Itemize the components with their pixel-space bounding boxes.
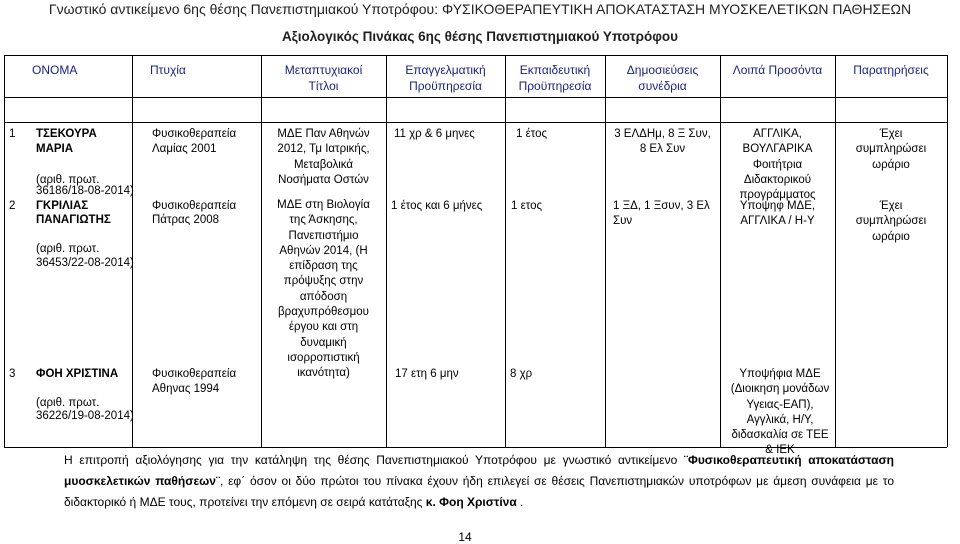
row2-degree-line2: Πάτρας 2008 bbox=[152, 214, 220, 226]
row3-other-line: Υποψήφια ΜΔΕ bbox=[739, 368, 821, 380]
row1-notes bbox=[835, 127, 947, 173]
header-postgrad-line2: Τίτλοι bbox=[308, 79, 339, 93]
header-publications bbox=[605, 62, 720, 94]
header-name: ΟΝΟΜΑ bbox=[32, 63, 78, 77]
row2-pub-line: 1 ΞΔ, 1 Ξσυν, 3 Ελ bbox=[613, 200, 710, 212]
row2-num: 2 bbox=[9, 200, 16, 212]
row2-postgrad-line: απόδοση bbox=[299, 290, 348, 303]
row3-other bbox=[715, 367, 845, 459]
row1-name-line1: ΤΣΕΚΟΥΡΑ bbox=[36, 128, 97, 140]
row2-publications bbox=[613, 199, 710, 230]
row1-notes-line: συμπληρώσει bbox=[855, 143, 927, 156]
row2-postgrad-line: επίδραση της bbox=[289, 260, 358, 273]
row1-educational: 1 έτος bbox=[516, 128, 548, 140]
row1-degree-line1: Φυσικοθεραπεία bbox=[152, 128, 237, 140]
row1-other-line: προγράμματος bbox=[739, 189, 816, 202]
row1-protocol-line2: 36186/18-08-2014) bbox=[36, 185, 134, 197]
row1-other-line: ΒΟΥΛΓΑΡΙΚΑ bbox=[742, 143, 813, 156]
row2-degree-line1: Φυσικοθεραπεία bbox=[152, 200, 237, 212]
row3-other-line: & ΙΕΚ bbox=[765, 444, 795, 457]
row2-protocol-line2: 36453/22-08-2014) bbox=[36, 257, 134, 269]
row3-other-line: (Διοικηση μονάδων bbox=[730, 383, 830, 396]
document-subtitle: Αξιολογικός Πινάκας 6ης θέσης Πανεπιστημιακού Υποτρόφου bbox=[281, 29, 679, 44]
row1-degree-line2: Λαμίας 2001 bbox=[152, 143, 217, 155]
row2-notes-line: συμπληρώσει bbox=[855, 215, 927, 228]
row1-postgrad-line: 2012, Τμ Ιατρικής, bbox=[277, 143, 370, 156]
row1-postgrad bbox=[261, 127, 386, 188]
row2-postgrad-line: βραχυπρόθεσμου bbox=[278, 306, 369, 319]
row3-degree-line2: Αθηνας 1994 bbox=[152, 383, 220, 395]
row2-postgrad-line: Πανεπιστήμιο bbox=[288, 229, 359, 242]
row2-pub-line: Συν bbox=[613, 215, 633, 228]
row1-postgrad-line: ΜΔΕ Παν Αθηνών bbox=[277, 128, 370, 140]
header-educational bbox=[505, 62, 605, 94]
paragraph-text-part1: Η επιτροπή αξιολόγησης για την κατάληψη της θέσης Πανεπιστημιακού Υποτρόφου με γνωστικό αντικείμενο bbox=[64, 453, 684, 467]
row2-postgrad-line: Αθηνών 2014, (Η bbox=[279, 244, 368, 257]
paragraph-text-part2: , εφ΄ όσον οι δύο πρώτοι του πίνακα έχουν ήδη επιλεγεί σε θέσεις Πανεπιστημιακών υποτρόφων με άμεση συνάφεια με το διδακτορικό ή ΜΔΕ τους, προτείνει την επόμενη σε σειρά κατάταξης bbox=[64, 474, 894, 509]
header-edu-line1: Εκπαιδευτική bbox=[519, 63, 591, 77]
header-notes: Παρατηρήσεις bbox=[853, 63, 929, 77]
row1-publications bbox=[605, 127, 720, 158]
header-postgrad-line1: Μεταπτυχιακοί bbox=[284, 63, 363, 77]
row3-other-line: Αγγλικά, Η/Υ, bbox=[746, 413, 814, 426]
row1-postgrad-line: Μεταβολικά bbox=[293, 158, 354, 171]
row3-name: ΦΟΗ ΧΡΙΣΤΙΝΑ bbox=[36, 368, 119, 380]
row2-other-line: ΑΓΓΛΙΚΑ / Η-Υ bbox=[740, 215, 815, 228]
row2-postgrad-line: έργου και στη bbox=[288, 321, 359, 334]
header-pub-line2: συνέδρια bbox=[638, 79, 687, 93]
row1-other-line: Διδακτορικού bbox=[743, 173, 812, 186]
row1-other bbox=[720, 127, 835, 203]
row2-other bbox=[720, 199, 835, 230]
row1-pub-line: 8 Ελ Συν bbox=[639, 143, 686, 156]
row3-other-line: Υγειας-ΕΑΠ), bbox=[746, 398, 814, 411]
row2-name-line2: ΠΑΝΑΓΙΩΤΗΣ bbox=[36, 214, 111, 226]
paragraph-text-part3: . bbox=[516, 495, 524, 509]
row1-protocol-line1: (αριθ. πρωτ. bbox=[36, 174, 100, 186]
row1-num: 1 bbox=[9, 128, 16, 140]
row3-professional: 17 ετη 6 μην bbox=[395, 368, 459, 380]
row1-other-line: ΑΓΓΛΙΚΑ, bbox=[753, 128, 802, 140]
row3-protocol-line1: (αριθ. πρωτ. bbox=[36, 397, 100, 409]
header-pub-line1: Δημοσιεύσεις bbox=[626, 63, 699, 77]
header-prof-line1: Επαγγελματική bbox=[405, 63, 486, 77]
row3-protocol-line2: 36226/19-08-2014) bbox=[36, 410, 134, 422]
row2-postgrad-line: ισορροπιστική bbox=[287, 351, 360, 364]
row2-postgrad-line: δυναμική bbox=[300, 336, 347, 349]
row2-protocol-line1: (αριθ. πρωτ. bbox=[36, 243, 100, 255]
row2-postgrad bbox=[261, 198, 386, 382]
paragraph-subject: ¨Φυσικοθεραπευτική αποκατάσταση μυοσκελετικών παθήσεων¨ bbox=[64, 453, 894, 488]
row2-name-line1: ΓΚΡΙΛΙΑΣ bbox=[36, 200, 89, 212]
row1-professional: 11 χρ & 6 μηνες bbox=[394, 128, 475, 140]
header-other: Λοιπά Προσόντα bbox=[732, 63, 823, 77]
header-postgrad bbox=[261, 62, 386, 94]
row2-notes-line: ωράριο bbox=[872, 230, 910, 243]
row2-postgrad-line: ΜΔΕ στη Βιολογία bbox=[277, 199, 370, 211]
header-professional bbox=[386, 62, 505, 94]
row1-pub-line: 3 ΕΛΔΗμ, 8 Ξ Συν, bbox=[614, 128, 711, 140]
row1-notes-line: Έχει bbox=[879, 128, 903, 140]
header-prof-line2: Προϋπηρεσία bbox=[409, 79, 482, 93]
row2-postgrad-line: της Άσκησης, bbox=[289, 214, 358, 227]
row2-notes bbox=[835, 199, 947, 245]
row2-educational: 1 ετος bbox=[511, 200, 543, 212]
row2-postgrad-line: πρόψυξης στην bbox=[283, 275, 364, 288]
row3-educational: 8 χρ bbox=[510, 368, 533, 380]
committee-decision-paragraph bbox=[64, 450, 894, 513]
header-edu-line2: Προϋπηρεσία bbox=[518, 79, 592, 93]
row3-other-line: διδασκαλία σε ΤΕΕ bbox=[731, 429, 829, 442]
row2-professional: 1 έτος και 6 μήνες bbox=[391, 200, 483, 212]
row1-postgrad-line: Νοσήματα Οστών bbox=[278, 173, 369, 186]
row2-other-line: Υποψηφ ΜΔΕ, bbox=[739, 200, 816, 212]
row1-name-line2: ΜΑΡΙΑ bbox=[36, 143, 74, 155]
header-degree: Πτυχία bbox=[150, 63, 186, 77]
paragraph-selected-candidate: κ. Φοη Χριστίνα bbox=[425, 495, 517, 509]
row2-notes-line: Έχει bbox=[879, 200, 903, 212]
row1-notes-line: ωράριο bbox=[872, 158, 910, 171]
document-title: Γνωστικό αντικείμενο 6ης θέσης Πανεπιστημιακού Υποτρόφου: ΦΥΣΙΚΟΘΕΡΑΠΕΥΤΙΚΗ ΑΠΟΚΑΤΑΣΤΑΣΗ ΜΥΟΣΚΕΛΕΤΙΚΩΝ ΠΑΘΗΣΕΩΝ bbox=[48, 1, 912, 17]
row1-other-line: Φοιτήτρια bbox=[752, 158, 803, 171]
row3-num: 3 bbox=[9, 368, 16, 380]
page-number: 14 bbox=[458, 530, 472, 544]
row3-degree-line1: Φυσικοθεραπεία bbox=[152, 368, 237, 380]
row2-postgrad-line: ικανότητα) bbox=[297, 367, 350, 380]
